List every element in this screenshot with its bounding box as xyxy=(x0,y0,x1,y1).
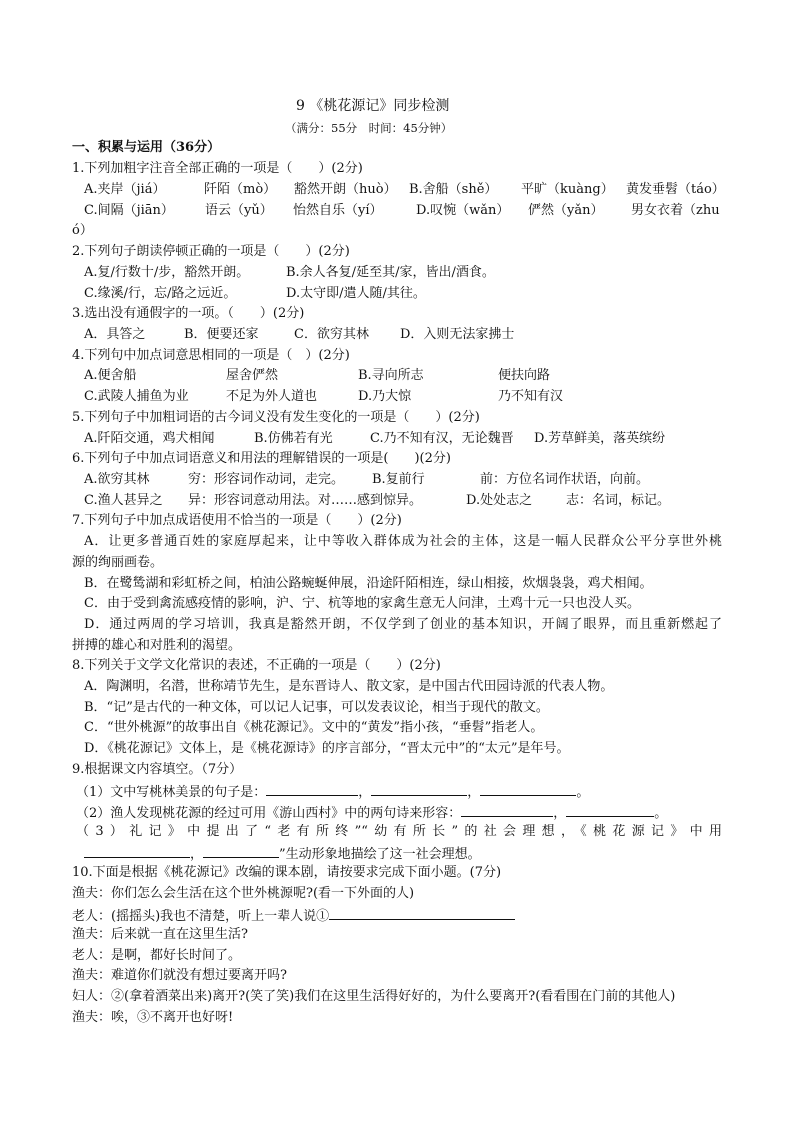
q5-option-a: A.阡陌交通，鸡犬相闻 xyxy=(84,431,215,446)
q9-blank-7[interactable] xyxy=(203,844,279,858)
q1-item: 俨然（yǎn） xyxy=(528,203,604,218)
q9-part1-sep: ， xyxy=(467,785,481,800)
q4-option-b: B.寻向所志 xyxy=(358,368,424,383)
q9-blank-4[interactable] xyxy=(461,803,553,817)
q9-blank-6[interactable] xyxy=(84,844,190,858)
q3-option-a: A．具答之 xyxy=(84,327,146,342)
q1-item: 豁然开朗（huò） xyxy=(294,182,397,197)
page-subtitle: （满分：55分 时间：45分钟） xyxy=(285,121,453,135)
question-5-stem: 5.下列句子中加粗词语的古今词义没有发生变化的一项是（ ）(2分) xyxy=(72,410,480,425)
q7-option-d-cont: 拼搏的雄心和对胜利的渴望。 xyxy=(72,638,242,653)
question-9-stem: 9.根据课文内容填空。（7分） xyxy=(72,762,243,777)
question-10-stem: 10.下面是根据《桃花源记》改编的课本剧，请按要求完成下面小题。(7分) xyxy=(72,865,502,880)
q10-blank-1[interactable] xyxy=(329,906,515,920)
q3-option-c: C．欲穷其林 xyxy=(294,327,369,342)
q6-option-d: D.处处志之 xyxy=(466,493,533,508)
question-3-stem: 3.选出没有通假字的一项。（ ）(2分) xyxy=(72,306,305,321)
q1-item: 阡陌（mò） xyxy=(204,182,277,197)
dialogue-line: 渔夫：唉，③不离开也好呀! xyxy=(72,1010,234,1025)
q9-part3: （3）礼记》中提出了“老有所终”“幼有所长”的社会理想，《桃花源记》中用 xyxy=(76,824,722,839)
q3-option-d: D．入则无法家拂士 xyxy=(400,327,515,342)
q4-option-c: C.武陵人捕鱼为业 xyxy=(84,389,189,404)
question-1-stem: 1.下列加粗字注音全部正确的一项是（ ）(2分) xyxy=(72,161,363,176)
q7-option-b: B．在鹭鸶湖和彩虹桥之间，柏油公路蜿蜒伸展，沿途阡陌相连，绿山相接，炊烟袅袅，鸡犬相闻。 xyxy=(84,576,653,591)
dialogue-line: 妇人：②(拿着酒菜出来)离开?(笑了笑)我们在这里生活得好好的，为什么要离开?(看看围在门前的其他人) xyxy=(72,989,676,1004)
q1-option-d: D.叹惋（wǎn） xyxy=(416,203,510,218)
dialogue-line xyxy=(72,906,515,925)
question-1-row2 xyxy=(84,203,724,219)
q2-option-b: B.余人各复/延至其/家，皆出/酒食。 xyxy=(286,265,495,280)
question-1-row1 xyxy=(84,182,724,198)
q4-option-a-pair: 屋舍俨然 xyxy=(226,368,279,383)
q9-part1 xyxy=(76,782,589,801)
question-6-stem: 6.下列句子中加点词语意义和用法的理解错误的一项是( )(2分) xyxy=(72,451,451,466)
q4-option-a: A.便舍船 xyxy=(84,368,137,383)
question-7-stem: 7.下列句子中加点成语使用不恰当的一项是（ ）(2分) xyxy=(72,513,402,528)
q8-option-d: D．《桃花源记》文体上，是《桃花源诗》的序言部分，“晋太元中”的“太元”是年号。 xyxy=(84,741,570,756)
q9-blank-1[interactable] xyxy=(266,782,358,796)
q7-option-d: D．通过两周的学习培训，我真是豁然开朗，不仅学到了创业的基本知识，开阔了眼界，而且重新燃起了 xyxy=(84,617,722,632)
q5-option-b: B.仿佛若有光 xyxy=(254,431,333,446)
q8-option-b: B．“记”是古代的一种文体，可以记人记事，可以发表议论，相当于现代的散文。 xyxy=(84,700,549,715)
q9-part3-cont xyxy=(84,844,481,863)
q4-option-b-pair: 便扶向路 xyxy=(498,368,551,383)
q6-option-a-note: 穷：形容词作动词，走完。 xyxy=(188,472,345,487)
q4-option-d-pair: 乃不知有汉 xyxy=(498,389,564,404)
q1-item: 平旷（kuàng） xyxy=(521,182,614,197)
question-1-row3: ó） xyxy=(72,223,93,238)
dialogue-line: 渔夫：难道你们就没有想过要离开吗? xyxy=(72,968,287,983)
q6-option-c: C.渔人甚异之 xyxy=(84,493,163,508)
q3-option-b: B．便要还家 xyxy=(184,327,259,342)
q6-option-b: B.复前行 xyxy=(372,472,425,487)
q9-blank-2[interactable] xyxy=(371,782,467,796)
dialogue-line: 渔夫：你们怎么会生活在这个世外桃源呢?(看一下外面的人) xyxy=(72,886,415,901)
dialogue-line: 渔夫：后来就一直在这里生活? xyxy=(72,927,248,942)
q9-part2-prompt: （2）渔人发现桃花源的经过可用《游山西村》中的两句诗来形容： xyxy=(76,806,462,821)
q2-option-c: C.缘溪/行，忘/路之远近。 xyxy=(84,286,237,301)
q6-option-b-note: 前：方位名词作状语，向前。 xyxy=(480,472,650,487)
q7-option-a: A．让更多普通百姓的家庭厚起来，让中等收入群体成为社会的主体，这是一幅人民群众公平分享世外桃 xyxy=(84,534,722,549)
q8-option-a: A．陶渊明，名潜，世称靖节先生，是东晋诗人、散文家，是中国古代田园诗派的代表人物。 xyxy=(84,679,614,694)
q9-blank-5[interactable] xyxy=(566,803,654,817)
q1-option-b: B.舍船（shě） xyxy=(409,182,498,197)
q6-option-d-note: 志：名词，标记。 xyxy=(566,493,671,508)
q1-item: 男女衣着（zhu xyxy=(631,203,720,218)
q9-part2-end: 。 xyxy=(654,806,668,821)
section-heading: 一、积累与运用（36分） xyxy=(72,140,221,155)
q6-option-c-note: 异：形容词意动用法。对……感到惊异。 xyxy=(188,493,423,508)
q1-item: 怡然自乐（yí） xyxy=(293,203,383,218)
question-8-stem: 8.下列关于文学文化常识的表述，不正确的一项是（ ）(2分) xyxy=(72,658,441,673)
q5-option-d: D.芳草鲜美，落英缤纷 xyxy=(534,431,666,446)
q1-item: 语云（yǔ） xyxy=(205,203,273,218)
q9-part2 xyxy=(76,803,667,822)
q8-option-c: C．“世外桃源”的故事出自《桃花源记》。文中的“黄发”指小孩，“垂髫”指老人。 xyxy=(84,720,544,735)
q5-option-c: C.乃不知有汉，无论魏晋 xyxy=(370,431,514,446)
q4-option-c-pair: 不足为外人道也 xyxy=(226,389,318,404)
q9-blank-3[interactable] xyxy=(480,782,576,796)
q2-option-d: D.太守即/遣人随/其往。 xyxy=(286,286,426,301)
question-4-stem: 4.下列句中加点词意思相同的一项是（ ）(2分) xyxy=(72,348,350,363)
page-title: 9 《桃花源记》同步检测 xyxy=(296,98,450,114)
q9-part1-sep: ， xyxy=(358,785,372,800)
q7-option-c: C．由于受到禽流感疫情的影响，沪、宁、杭等地的家禽生意无人问津，土鸡十元一只也没人买。 xyxy=(84,596,640,611)
q4-option-d: D.乃大惊 xyxy=(358,389,412,404)
q1-option-c: C.间隔（jiān） xyxy=(84,203,174,218)
q9-part3-sep: ， xyxy=(190,847,204,862)
q9-part2-sep: ， xyxy=(553,806,567,821)
q7-option-a-cont: 源的绚丽画卷。 xyxy=(72,555,164,570)
q9-part1-end: 。 xyxy=(576,785,590,800)
q2-option-a: A.复/行数十/步，豁然开朗。 xyxy=(84,265,250,280)
q1-item: 黄发垂髫（táo） xyxy=(626,182,725,197)
question-2-stem: 2.下列句子朗读停顿正确的一项是（ ）(2分) xyxy=(72,244,350,259)
q1-option-a: A.夹岸（jiá） xyxy=(84,182,166,197)
dialogue-line: 老人：是啊，都好长时间了。 xyxy=(72,948,242,963)
dialogue-text: 老人：(摇摇头)我也不清楚，听上一辈人说① xyxy=(72,909,330,924)
q6-option-a: A.欲穷其林 xyxy=(84,472,150,487)
q9-part3-tail: ”生动形象地描绘了这一社会理想。 xyxy=(279,847,481,862)
q9-part1-prompt: （1）文中写桃林美景的句子是： xyxy=(76,785,267,800)
